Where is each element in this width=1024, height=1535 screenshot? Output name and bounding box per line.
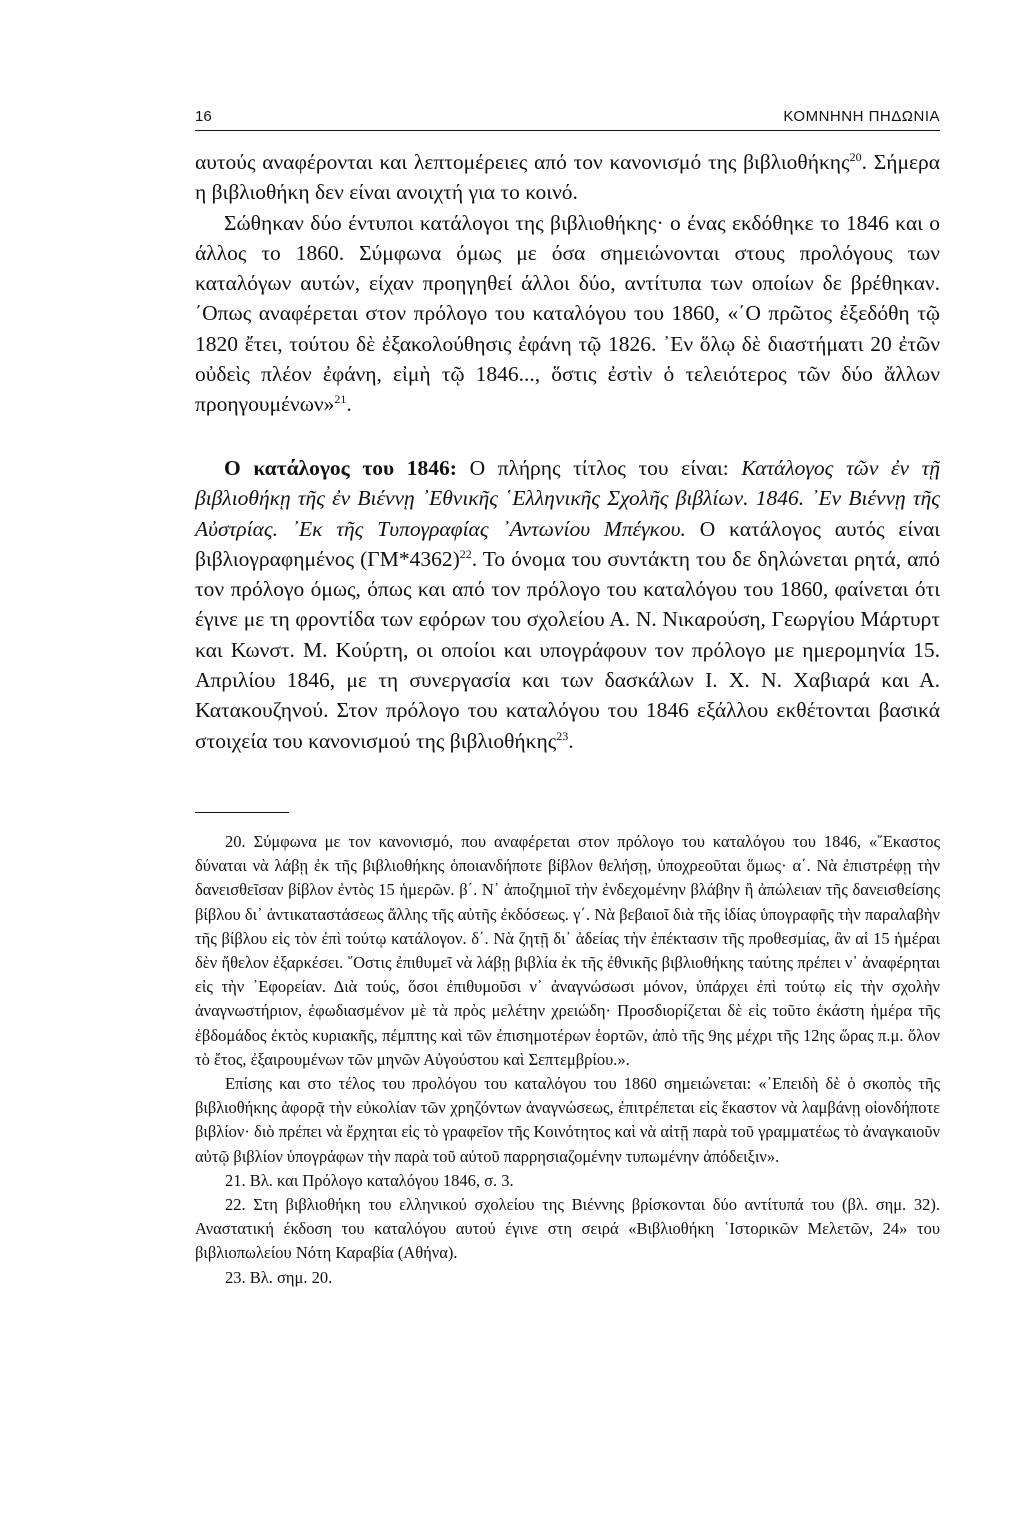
footnote-23: 23. Βλ. σημ. 20. [225,1267,333,1287]
p1-text-b: . Σήμερα η βιβλιοθήκη δεν είναι ανοιχτή για το κοινό. [195,150,940,205]
footnote-22: 22. Στη βιβλιοθήκη του ελληνικού σχολείου της Βιέννης βρίσκονται δύο αντίτυπά του (βλ. σημ. 32). Αναστατική έκδοση του καταλόγου αυτού έγινε στη σειρά «Βιβλιοθήκη ῾Ιστορικῶν Μελετῶν, 24» του βιβλιοπωλείου Νότη Καραβία (Αθήνα). [195,1195,940,1263]
p2-text-b: Ο κατάλογος αυτός είναι βιβλιογραφημένος (ΓΜ*4362) [195,516,940,571]
p1-text-c: Σώθηκαν δύο έντυποι κατάλογοι της βιβλιοθήκης· ο ένας εκδόθηκε το 1846 και ο άλλος το 1860. Σύμφωνα όμως με όσα σημειώνονται στους προλόγους των καταλόγων αυτών, είχαν προηγηθεί άλλοι δύο, αντίτυπα των οποίων δε βρέθηκαν. ΄Οπως αναφέρεται στον πρόλογο του καταλόγου του 1860, «΄Ο πρῶτος ἐξεδόθη τῷ 1820 ἔτει, τούτου δὲ ἐξακολούθησις ἐφάνη τῷ 1826. ᾿Εν ὅλῳ δὲ διαστήματι 20 ἐτῶν οὐδεὶς πλέον ἐφάνη, εἰμὴ τῷ 1846..., ὅστις ἐστὶν ὁ τελειότερος τῶν δύο ἄλλων προηγουμένων» [195,210,940,417]
page-number: 16 [195,108,212,125]
p1-text-end: . [346,392,352,417]
paragraph-1 [195,147,940,420]
section-heading: Ο κατάλογος του 1846: [224,456,457,480]
paragraph-2 [195,453,940,756]
p1-text-a: αυτούς αναφέρονται και λεπτομέρειες από τον κανονισμό της βιβλιοθήκης [195,150,850,174]
p2-text-c: . Το όνομα του συντάκτη του δε δηλώνεται ρητά, από τον πρόλογο όμως, όπως και από τον πρόλογο του καταλόγου του 1860, φαίνεται ότι έγινε με τη φροντίδα των εφόρων του σχολείου Α. Ν. Νικαρούση, Γεωργίου Μάρτυρτ και Κωνστ. Μ. Κούρτη, οι οποίοι και υπογράφουν τον πρόλογο με ημερομηνία 15. Απριλίου 1846, με τη συνεργασία και των δασκάλων Ι. Χ. Ν. Χαβιαρά και Α. Κατακουζηνού. Στον πρόλογο του καταλόγου του 1846 εξάλλου εκθέτονται βασικά στοιχεία του κανονισμού της βιβλιοθήκης [195,546,941,753]
footnote-ref-22: 22 [459,546,472,561]
p2-text-a: Ο πλήρης τίτλος του είναι: [456,456,742,480]
footnotes [195,830,940,1290]
footnote-20: 20. Σύμφωνα με τον κανονισμό, που αναφέρεται στον πρόλογο του καταλόγου του 1846, «῞Εκαστος δύναται νὰ λάβῃ ἐκ τῆς βιβλιοθήκης ὁποιανδήποτε βίβλον θελήσῃ, ὑποχρεοῦται ὅμως· α΄. Νὰ ἐπιστρέφῃ τὴν δανεισθεῖσαν βίβλον ἐντὸς 15 ἡμερῶν. β΄. Ν᾽ ἀποζημιοῖ τὴν ἐνδεχομένην βλάβην ἢ ἀπώλειαν τῆς δανεισθείσης βίβλου δι᾽ ἀντικαταστάσεως ἄλλης τῆς αὐτῆς ἐκδόσεως. γ΄. Νὰ βεβαιοῖ διὰ τῆς ἰδίας ὑπογραφῆς τὴν παραλαβὴν τῆς βίβλου εἰς τὸν ἐπὶ τούτῳ κατάλογον. δ΄. Νὰ ζητῇ δι᾽ ἀδείας τὴν ἐπέκτασιν τῆς προθεσμίας, ἂν αἱ 15 ἡμέραι δὲν ἤθελον ἐξαρκέσει. ῞Οστις ἐπιθυμεῖ νὰ λάβῃ βιβλία ἐκ τῆς ἐθνικῆς βιβλιοθήκης ταύτης πρέπει ν᾽ ἀναφέρηται εἰς τὴν ᾿Εφορείαν. Διὰ τούς, ὅσοι ἐπιθυμοῦσι ν᾽ ἀναγνώσωσι μόνον, ὑπάρχει ἐπὶ τούτῳ εἰς τὴν σχολὴν ἀναγνωστήριον, ἐφωδιασμένον μὲ τὰ πρὸς μελέτην χρειώδη· Προσδιορίζεται δὲ εἰς τοῦτο ἑκάστη ἡμέρα τῆς ἑβδομάδος ἐκτὸς κυριακῆς, πέμπτης καὶ τῶν ἐπισημοτέρων ἑορτῶν, ἀπὸ τῆς 9ης μέχρι τῆς 12ης ὥρας π.μ. ὅλον τὸ ἔτος, ἐξαιρουμένων τῶν μηνῶν Αὐγούστου καὶ Σεπτεμβρίου.». [195,832,940,1069]
p2-text-end: . [568,728,574,753]
footnote-21: 21. Βλ. και Πρόλογο καταλόγου 1846, σ. 3. [225,1170,514,1190]
footnote-20-continued: Επίσης και στο τέλος του προλόγου του καταλόγου του 1860 σημειώνεται: «᾿Επειδὴ δὲ ὁ σκοπὸς τῆς βιβλιοθήκης ἀφορᾷ τὴν εὐκολίαν τῶν χρηζόντων ἀναγνώσεως, ἐπιτρέπεται εἰς ἕκαστον νὰ λαμβάνῃ οἱονδήποτε βιβλίον· διὸ πρέπει νὰ ἔρχηται εἰς τὸ γραφεῖον τῆς Κοινότητος καὶ νὰ αἰτῇ παρὰ τοῦ γραμματέως τὸ ἀναγκαιοῦν αὐτῷ βιβλίον ὑπογράφων τὴν παρὰ τοῦ αὐτοῦ παρρησιαζομένην τυπωμένην ἀπόδειξιν». [195,1074,940,1166]
running-header [195,106,940,131]
footnote-ref-21: 21 [334,392,347,407]
running-title: ΚΟΜΝΗΝΗ ΠΗΔΩΝΙΑ [783,108,940,125]
catalogue-title: Κατάλογος τῶν ἐν τῇ βιβλιοθήκῃ τῆς ἐν Βιέννῃ ᾿Εθνικῆς ῾Ελληνικῆς Σχολῆς βιβλίων. 1846. ᾿Εν Βιέννῃ τῆς Αὐστρίας. ᾿Εκ τῆς Τυπογραφίας ᾿Αντωνίου Μπέγκου. [195,456,940,541]
footnote-ref-23: 23 [556,728,569,743]
footnote-divider [195,812,289,813]
footnote-ref-20: 20 [849,149,862,164]
